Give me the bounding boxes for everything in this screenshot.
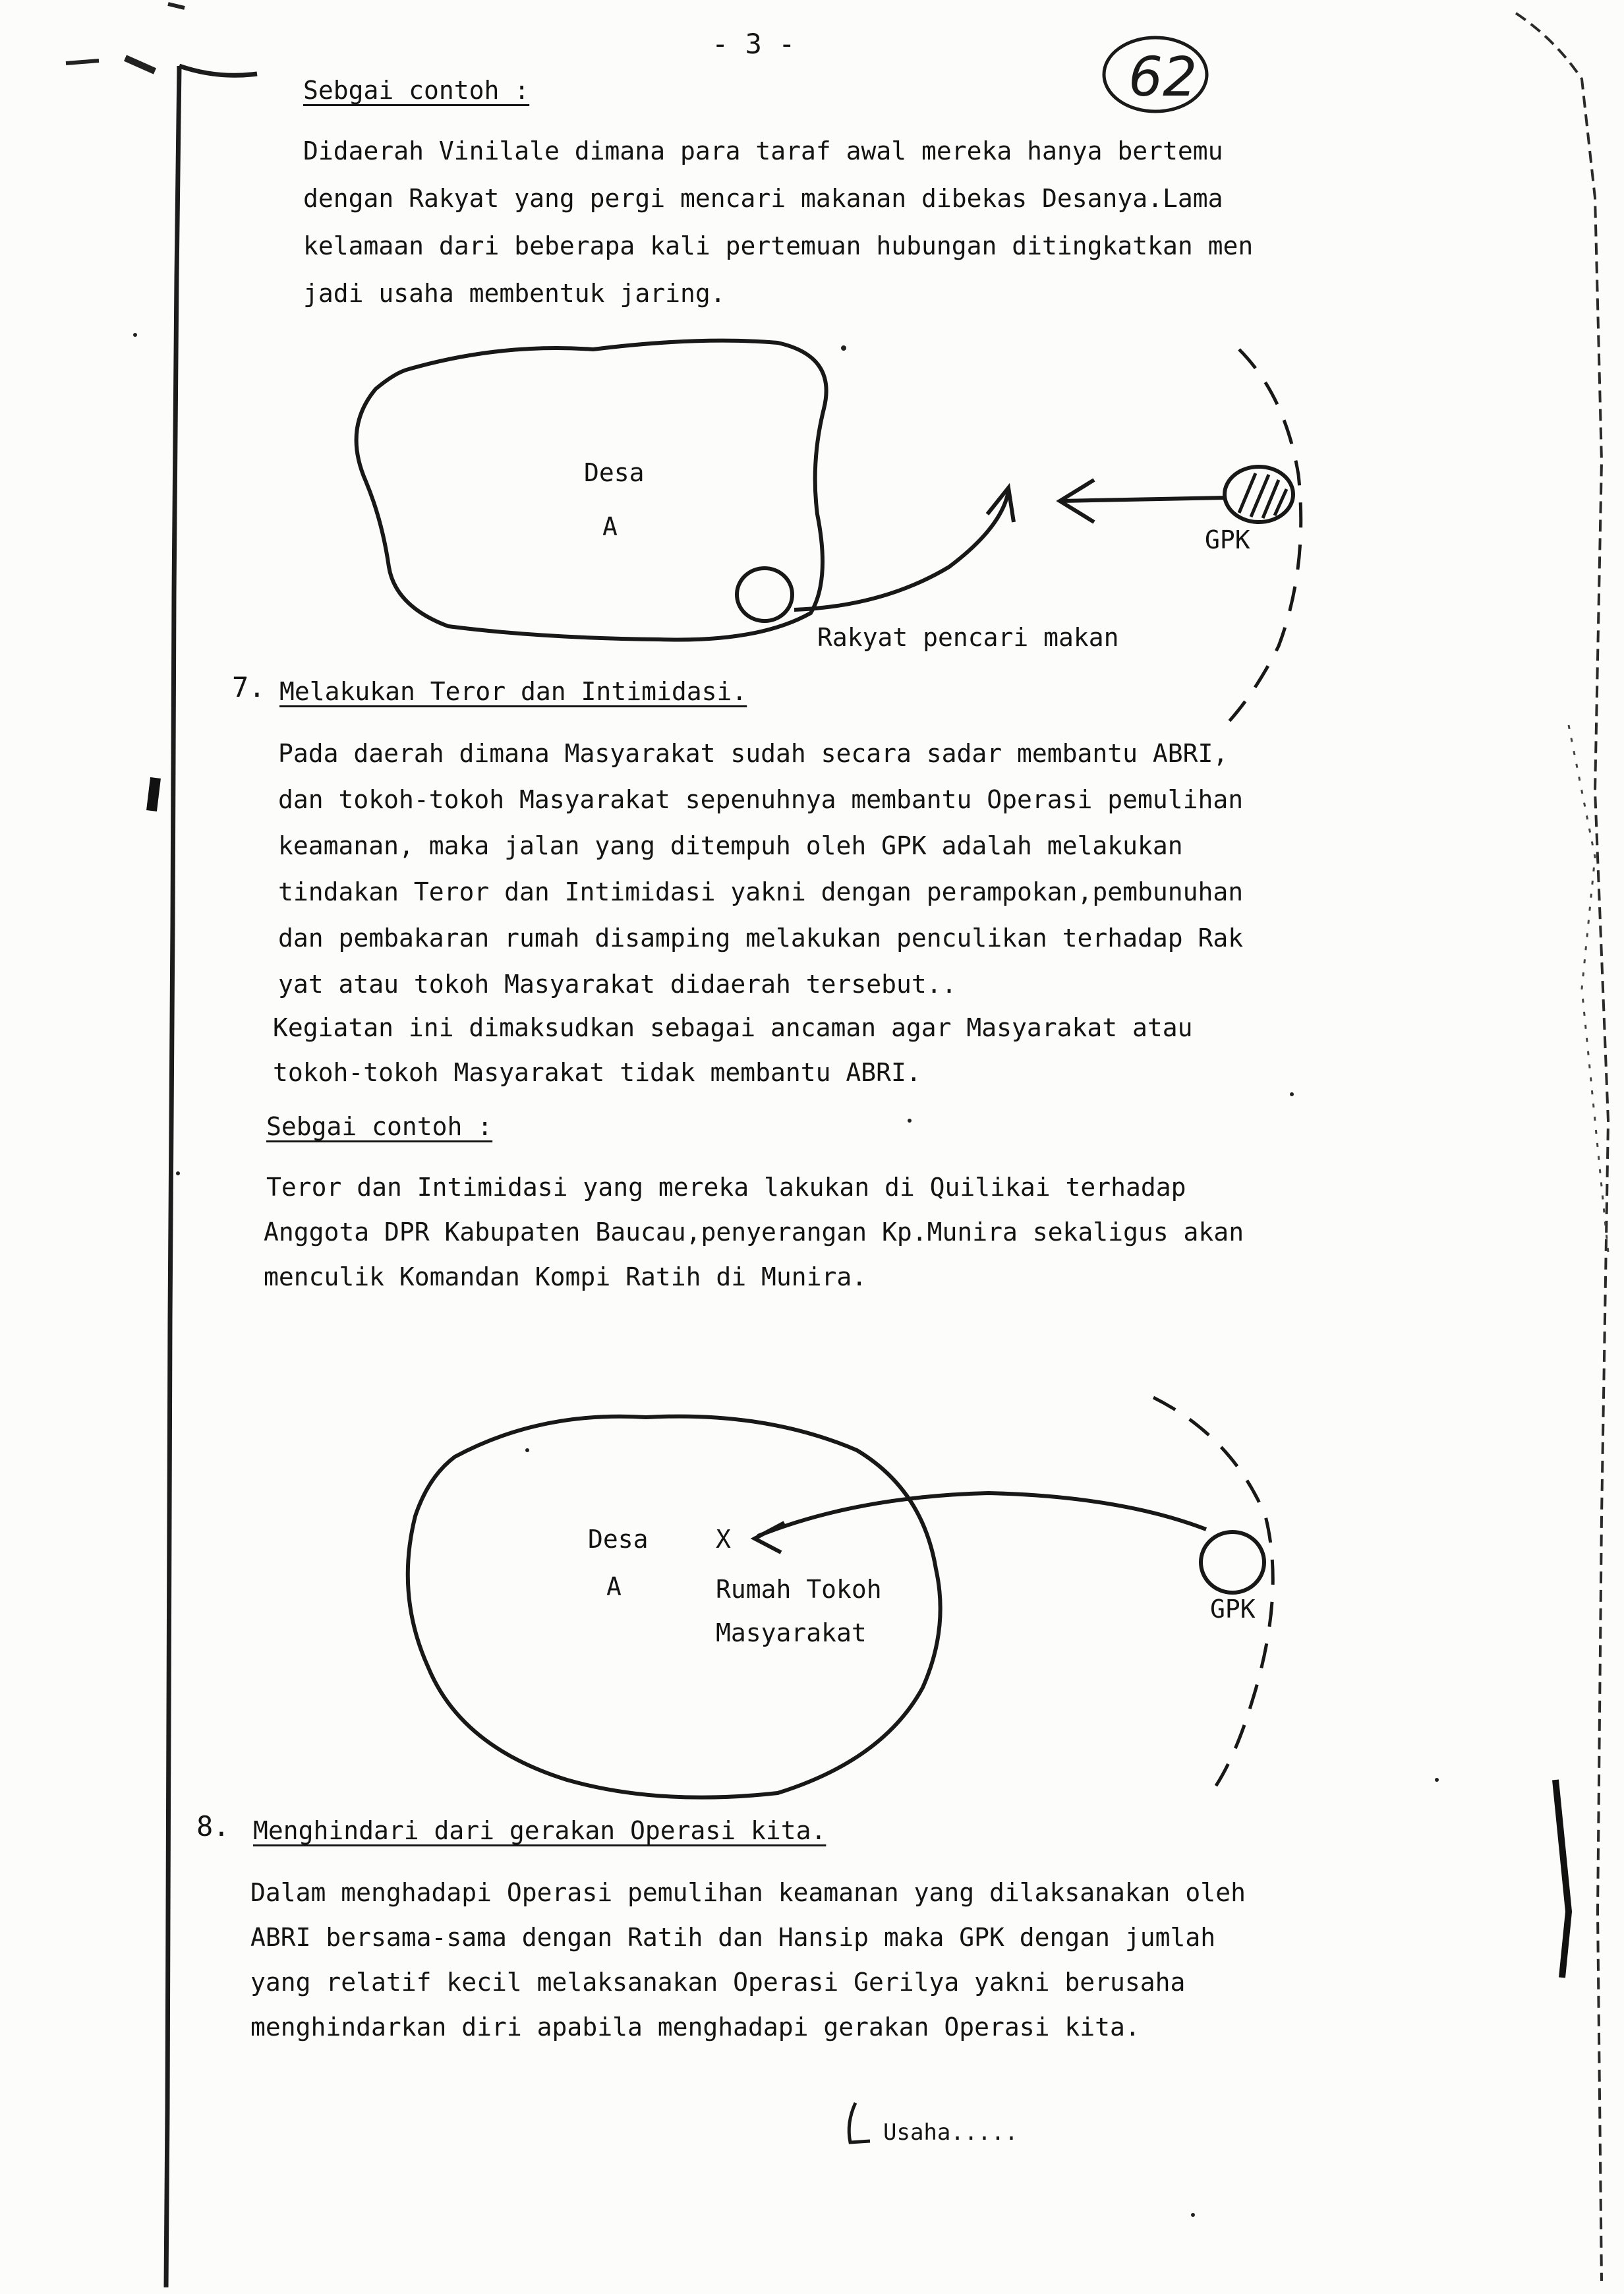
- intro-line: kelamaan dari beberapa kali pertemuan hubungan ditingkatkan men: [303, 231, 1254, 260]
- diagram1-gpk-label: GPK: [1205, 525, 1250, 554]
- section7-example-line: Anggota DPR Kabupaten Baucau,penyerangan Kp.Munira sekaligus akan: [264, 1218, 1244, 1247]
- village-a-outline: [357, 341, 826, 640]
- section7-line: Pada daerah dimana Masyarakat sudah secara sadar membantu ABRI,: [278, 739, 1229, 768]
- intro-line: Didaerah Vinilale dimana para taraf awal mereka hanya bertemu: [303, 136, 1223, 165]
- people-circle: [737, 568, 792, 621]
- people-path-arrow: [794, 491, 1008, 610]
- diagram2-target-line: Masyarakat: [716, 1618, 867, 1647]
- diagram2-gpk-label: GPK: [1210, 1595, 1256, 1624]
- footer-catchword: Usaha.....: [883, 2119, 1018, 2146]
- village-a-outline: [408, 1417, 941, 1798]
- page-number: - 3 -: [712, 28, 796, 60]
- section8-number: 8.: [196, 1810, 230, 1842]
- section7-example-line: menculik Komandan Kompi Ratih di Munira.: [264, 1262, 867, 1291]
- section7-line: dan pembakaran rumah disamping melakukan penculikan terhadap Rak: [278, 924, 1244, 953]
- section7-line: Kegiatan ini dimaksudkan sebagai ancaman agar Masyarakat atau: [273, 1013, 1193, 1042]
- diagram2-village-letter: A: [606, 1572, 622, 1601]
- gpk-approach-arrow: [1061, 498, 1226, 501]
- section8-line: menghindarkan diri apabila menghadapi gerakan Operasi kita.: [250, 2013, 1140, 2042]
- section7-title: Melakukan Teror dan Intimidasi.: [279, 677, 747, 706]
- handwritten-folio-number: 62: [1128, 46, 1198, 109]
- section8-line: yang relatif kecil melaksanakan Operasi Gerilya yakni berusaha: [250, 1968, 1186, 1997]
- gpk-marker: [1201, 1532, 1264, 1593]
- attack-arrow: [758, 1493, 1206, 1536]
- diagram2-target-line: Rumah Tokoh: [716, 1575, 882, 1604]
- diagram2-village-label: Desa: [588, 1525, 649, 1554]
- intro-line: jadi usaha membentuk jaring.: [303, 279, 726, 308]
- section7-example-heading: Sebgai contoh :: [266, 1112, 493, 1141]
- section7-line: yat atau tokoh Masyarakat didaerah tersebut..: [278, 970, 957, 999]
- intro-heading: Sebgai contoh :: [303, 76, 530, 105]
- section7-line: dan tokoh-tokoh Masyarakat sepenuhnya membantu Operasi pemulihan: [278, 785, 1244, 814]
- diagram1-village-letter: A: [602, 512, 618, 541]
- diagram1-people-label: Rakyat pencari makan: [817, 623, 1119, 652]
- section8-line: Dalam menghadapi Operasi pemulihan keamanan yang dilaksanakan oleh: [250, 1878, 1246, 1907]
- section7-line: tokoh-tokoh Masyarakat tidak membantu ABRI.: [273, 1058, 921, 1087]
- section7-number: 7.: [232, 671, 266, 703]
- section8-line: ABRI bersama-sama dengan Ratih dan Hansip maka GPK dengan jumlah: [250, 1923, 1216, 1952]
- section8-title: Menghindari dari gerakan Operasi kita.: [253, 1816, 826, 1845]
- section7-line: keamanan, maka jalan yang ditempuh oleh GPK adalah melakukan: [278, 831, 1183, 860]
- diagram2-target-mark: X: [716, 1525, 731, 1554]
- diagram1-village-label: Desa: [584, 458, 645, 487]
- intro-line: dengan Rakyat yang pergi mencari makanan dibekas Desanya.Lama: [303, 184, 1223, 213]
- gpk-marker-hatched: [1225, 467, 1293, 522]
- section7-example-line: Teror dan Intimidasi yang mereka lakukan di Quilikai terhadap: [266, 1173, 1186, 1202]
- section7-line: tindakan Teror dan Intimidasi yakni dengan perampokan,pembunuhan: [278, 877, 1244, 906]
